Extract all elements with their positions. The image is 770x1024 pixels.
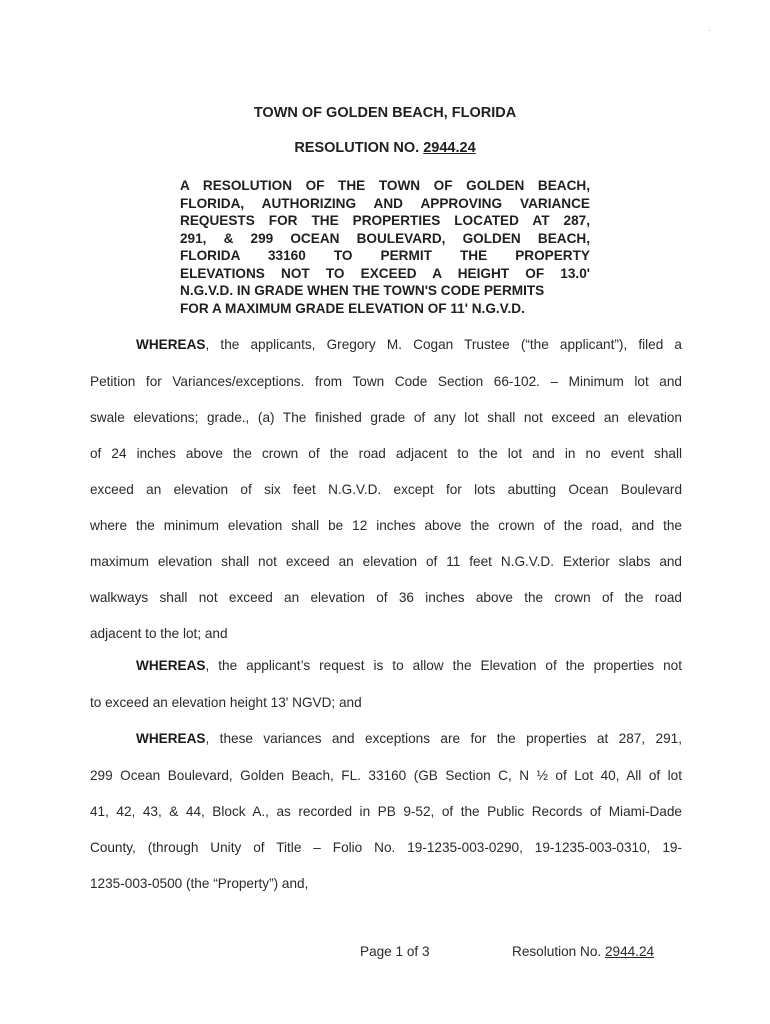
heading-line: FLORIDA 33160 TO PERMIT THE PROPERTY (180, 248, 590, 263)
heading-line: REQUESTS FOR THE PROPERTIES LOCATED AT 287, (180, 213, 590, 228)
paragraph-line (136, 731, 682, 746)
town-title: TOWN OF GOLDEN BEACH, FLORIDA (253, 105, 517, 121)
paragraph-text: , the applicant’s request is to allow the Elevation of the properties not (205, 658, 682, 673)
paragraph-line: to exceed an elevation height 13' NGVD; and (90, 695, 362, 710)
paragraph-text: , the applicants, Gregory M. Cogan Trustee (“the applicant”), filed a (205, 337, 682, 352)
paragraph-line: exceed an elevation of six feet N.G.V.D. except for lots abutting Ocean Boulevard (90, 482, 682, 497)
paragraph-line: walkways shall not exceed an elevation of 36 inches above the crown of the road (90, 590, 682, 605)
resolution-title (0, 140, 770, 156)
heading-line: FOR A MAXIMUM GRADE ELEVATION OF 11' N.G.V.D. (180, 300, 525, 316)
heading-line: ELEVATIONS NOT TO EXCEED A HEIGHT OF 13.0' (180, 265, 590, 281)
resolution-heading (180, 177, 590, 317)
resolution-label: RESOLUTION NO. (294, 140, 420, 156)
paragraph-line: where the minimum elevation shall be 12 inches above the crown of the road, and the (90, 518, 682, 533)
paragraph-line: swale elevations; grade., (a) The finished grade of any lot shall not exceed an elevation (90, 410, 682, 425)
paragraph-line: 41, 42, 43, & 44, Block A., as recorded in PB 9-52, of the Public Records of Miami-Dade (90, 804, 682, 819)
whereas-lead: WHEREAS (136, 731, 206, 746)
footer-resolution-label: Resolution No. (512, 944, 602, 959)
page-number: Page 1 of 3 (360, 944, 430, 959)
paragraph-line: 1235-003-0500 (the “Property”) and, (90, 876, 309, 891)
heading-line: 291, & 299 OCEAN BOULEVARD, GOLDEN BEACH, (180, 230, 590, 246)
paragraph-line: adjacent to the lot; and (90, 626, 228, 641)
paragraph-text: , these variances and exceptions are for the properties at 287, 291, (205, 731, 682, 746)
heading-line: N.G.V.D. IN GRADE WHEN THE TOWN'S CODE PERMITS (180, 283, 545, 298)
paragraph-line: maximum elevation shall not exceed an elevation of 11 feet N.G.V.D. Exterior slabs and (90, 554, 682, 569)
footer-resolution-number: 2944.24 (604, 944, 655, 959)
heading-line: FLORIDA, AUTHORIZING AND APPROVING VARIANCE (180, 195, 590, 211)
paragraph-line (136, 337, 682, 352)
whereas-lead: WHEREAS (136, 658, 206, 673)
resolution-number: 2944.24 (423, 140, 476, 156)
paragraph-line: of 24 inches above the crown of the road adjacent to the lot and in no event shall (90, 446, 682, 461)
footer-resolution (512, 944, 654, 959)
whereas-lead: WHEREAS (136, 337, 206, 352)
paragraph-line: Petition for Variances/exceptions. from Town Code Section 66-102. – Minimum lot and (90, 374, 682, 389)
paragraph-line: 299 Ocean Boulevard, Golden Beach, FL. 33160 (GB Section C, N ½ of Lot 40, All of lot (90, 768, 682, 783)
scan-mark: · (708, 26, 711, 35)
heading-line: A RESOLUTION OF THE TOWN OF GOLDEN BEACH, (180, 178, 590, 193)
paragraph-line: County, (through Unity of Title – Folio No. 19-1235-003-0290, 19-1235-003-0310, 19- (90, 840, 682, 855)
paragraph-line (136, 658, 682, 673)
